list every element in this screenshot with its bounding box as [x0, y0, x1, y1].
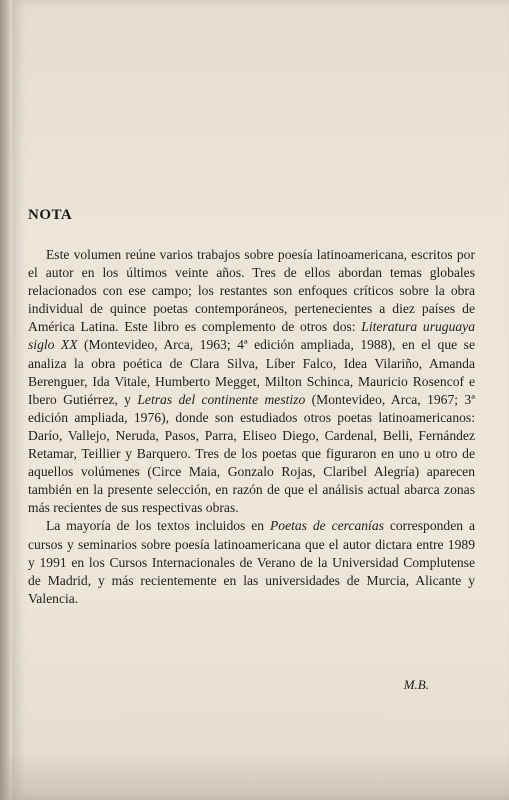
- paragraph-1-text-b: (Montevideo, Arca, 1963; 4ª edición ampliada, 1988), en el que se analiza la obra poética de Clara Silva, Líber Falco, Idea Vilariño, Amanda Berenguer, Ida Vitale, Humberto Megget, Milton Schinca, Mauricio Rosencof e Ibero Gutiérrez, y: [28, 337, 475, 407]
- note-body: [28, 246, 475, 608]
- book-title-poetas-de-cercanias: Poetas de cercanías: [269, 518, 384, 534]
- note-paragraph-1: [28, 246, 475, 517]
- paragraph-2-text-a: La mayoría de los textos incluidos en: [46, 518, 270, 534]
- section-heading: NOTA: [28, 207, 73, 223]
- book-spine-edge: [0, 0, 12, 800]
- paragraph-1-text-a: Este volumen reúne varios trabajos sobre poesía latinoamericana, escritos por el autor en los últimos veinte años. Tres de ellos abordan temas globales relacionados con ese campo; los restantes son enfoques críticos sobre la obra individual de quince poetas contemporáneos, pertenecientes a diez países de América Latina. Este libro es complemento de otros dos:: [28, 247, 475, 335]
- paragraph-1-text-c: (Montevideo, Arca, 1967; 3ª edición ampliada, 1976), donde son estudiados otros poetas latinoamericanos: Darío, Vallejo, Neruda, Pasos, Parra, Eliseo Diego, Cardenal, Belli, Fernández Retamar, Teillier y Barquero. Tres de los poetas que figuraron en uno u otro de aquellos volúmenes (Circe Maia, Gonzalo Rojas, Claribel Alegría) aparecen también en la presente selección, en razón de que el análisis actual abarca zonas más recientes de sus respectivas obras.: [28, 391, 475, 516]
- book-title-letras-del-continente: Letras del continente mestizo: [137, 391, 306, 407]
- page-bottom-shadow: [0, 750, 509, 800]
- paragraph-2-text-b: corresponden a cursos y seminarios sobre poesía latinoamericana que el autor dictara entre 1989 y 1991 en los Cursos Internacionales de Verano de la Universidad Complutense de Madrid, y más recientemente en las universidades de Murcia, Alicante y Valencia.: [28, 518, 475, 606]
- book-title-literatura-uruguaya: Literatura uruguaya siglo XX: [28, 319, 475, 353]
- author-signature: M.B.: [403, 677, 429, 692]
- note-paragraph-2: [28, 517, 475, 607]
